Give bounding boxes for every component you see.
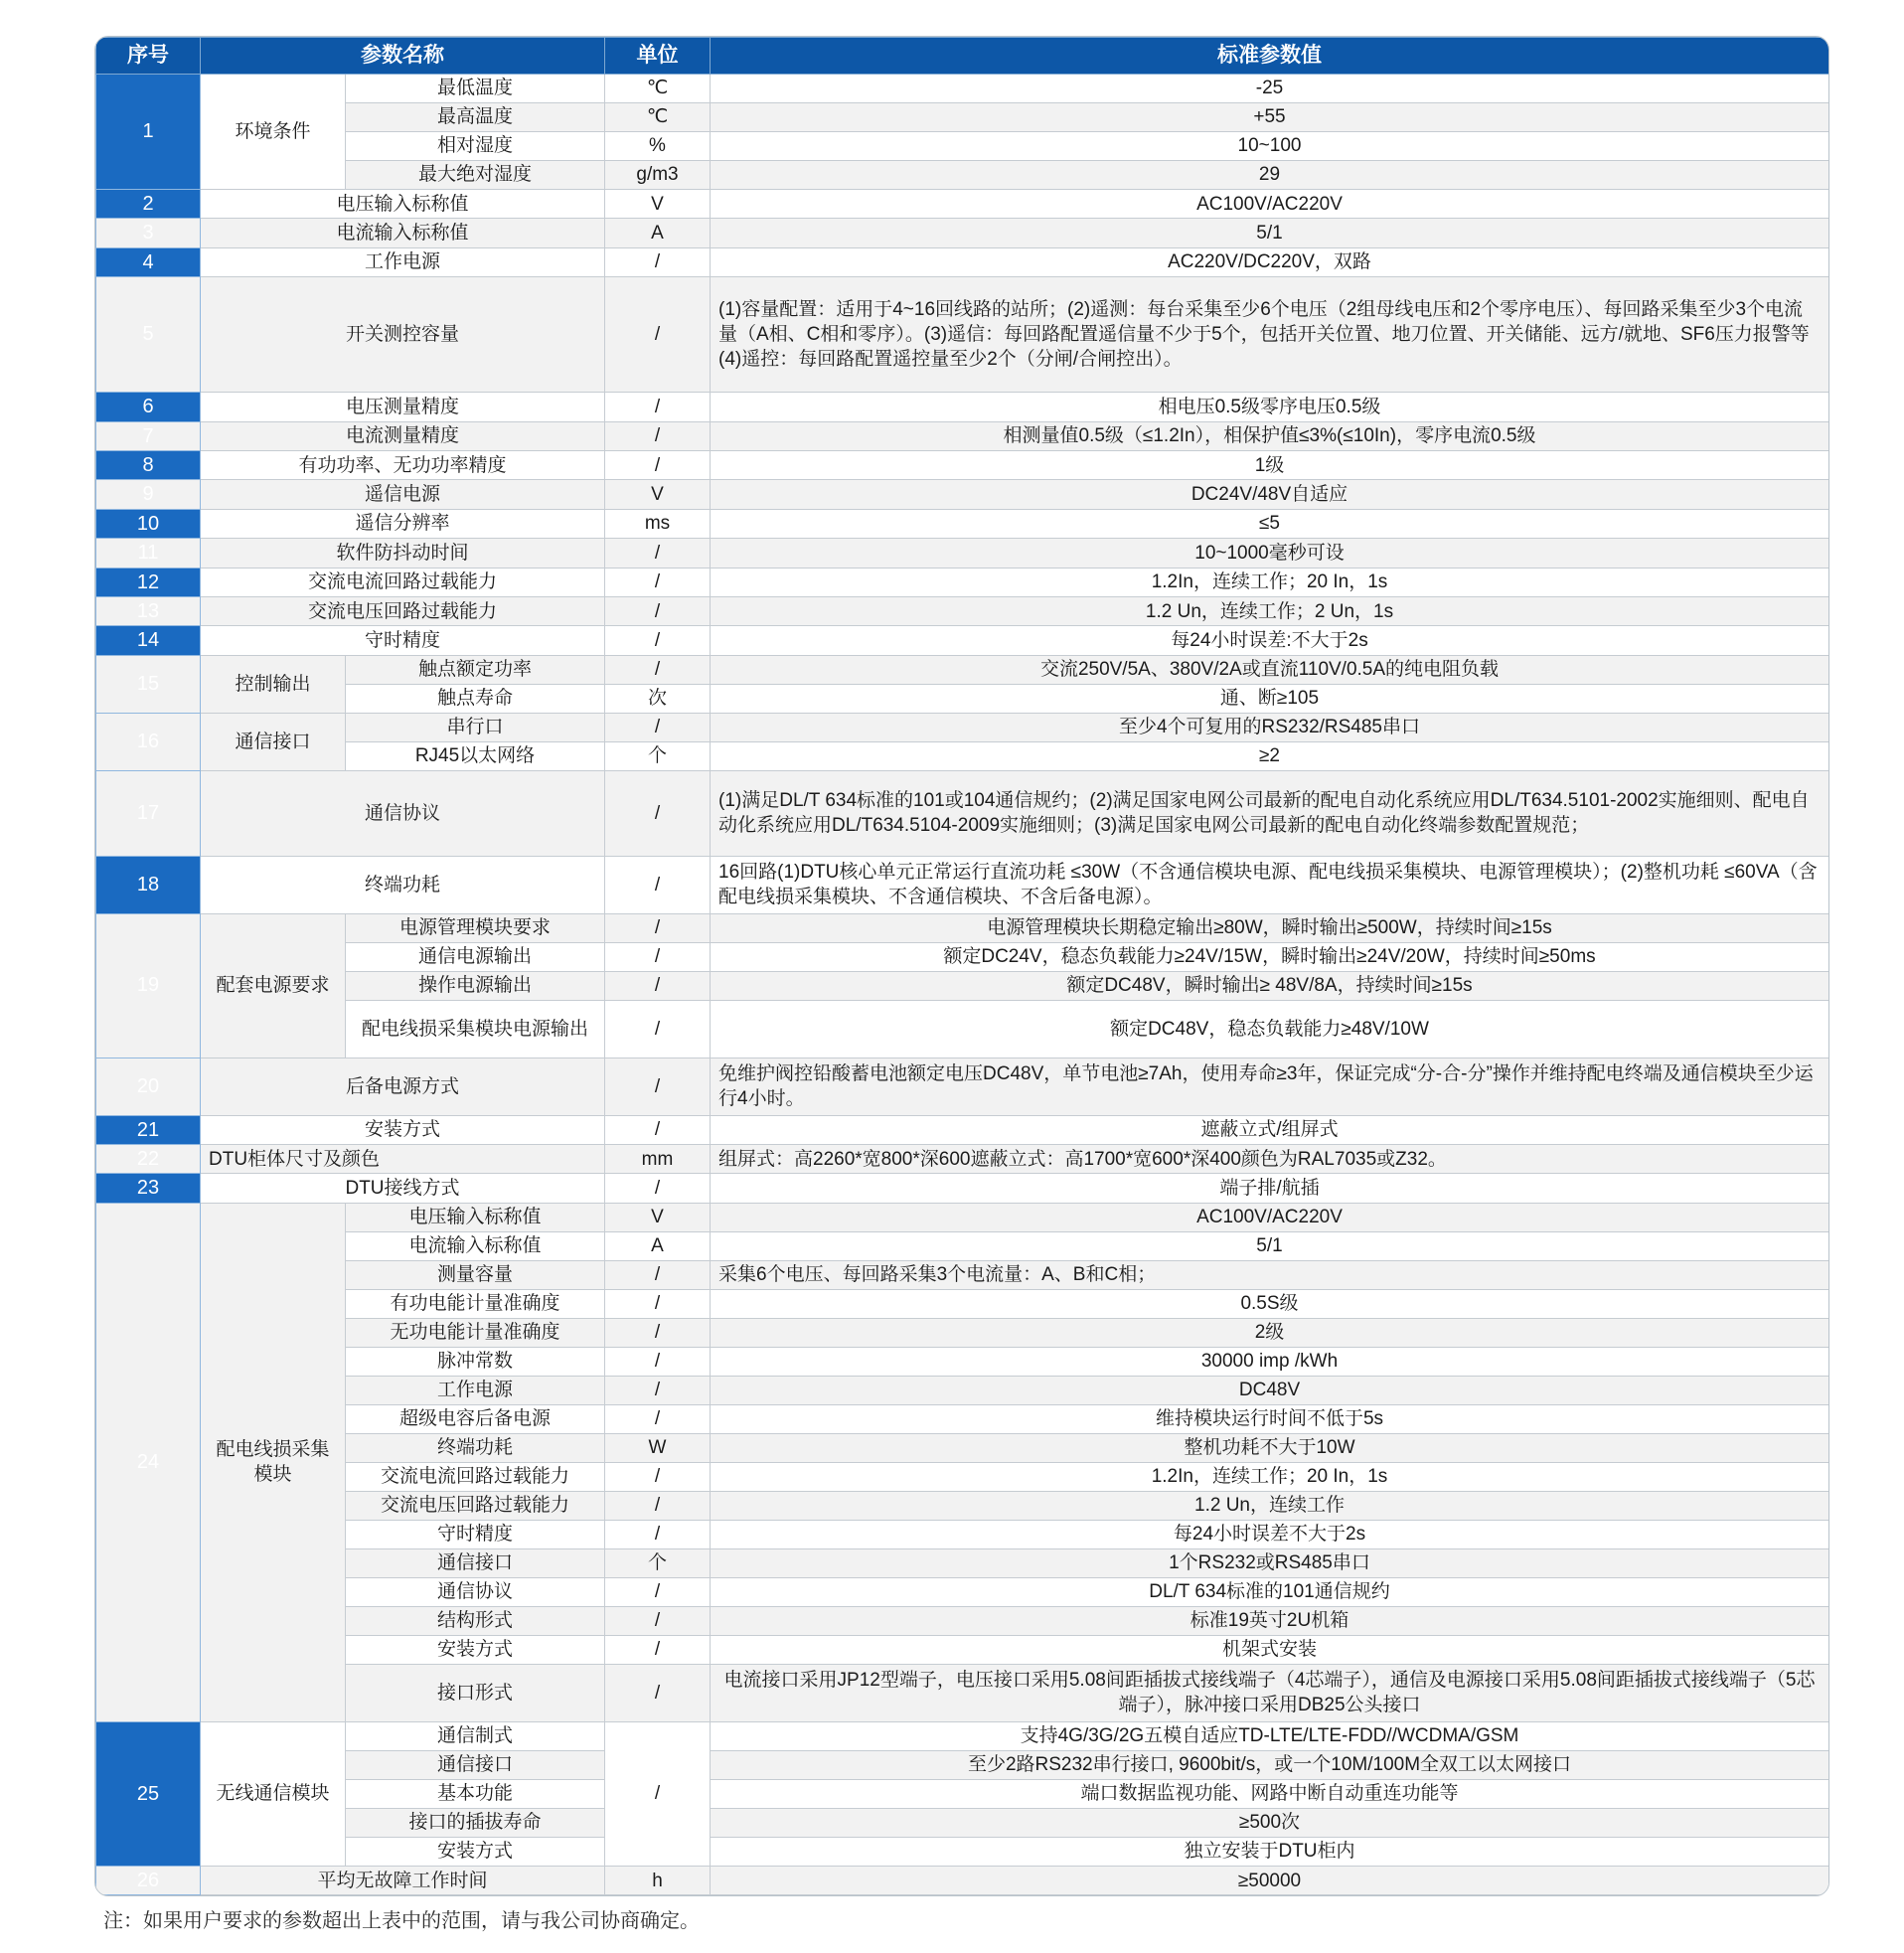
- param-value: DC24V/48V自适应: [711, 480, 1829, 509]
- row-number: 14: [96, 626, 201, 655]
- param-value: 额定DC24V，稳态负载能力≥24V/15W，瞬时输出≥24V/20W，持续时间≥50ms: [711, 942, 1829, 971]
- param-name: 配电线损采集模块电源输出: [346, 1000, 605, 1058]
- param-value: ≥2: [711, 741, 1829, 770]
- col-header-num: 序号: [96, 38, 201, 75]
- unit-value: /: [605, 942, 711, 971]
- param-value: 遮蔽立式/组屏式: [711, 1115, 1829, 1144]
- param-value: 5/1: [711, 1231, 1829, 1260]
- table-row: [96, 1577, 1829, 1606]
- row-number: 8: [96, 450, 201, 479]
- param-value: 16回路(1)DTU核心单元正常运行直流功耗 ≤30W（不含通信模块电源、配电线损采集模块、电源管理模块）；(2)整机功耗 ≤60VA（含配电线损采集模块、不含通信模块、不含后备电源）。: [711, 856, 1829, 913]
- row-number: 4: [96, 247, 201, 276]
- row-number: 20: [96, 1058, 201, 1115]
- table-row: [96, 1721, 1829, 1750]
- param-value: 每24小时误差不大于2s: [711, 1520, 1829, 1548]
- param-name: 安装方式: [346, 1837, 605, 1866]
- unit-value: /: [605, 856, 711, 913]
- param-name: RJ45以太网络: [346, 741, 605, 770]
- param-name: 电压输入标称值: [346, 1203, 605, 1231]
- table-row: [96, 190, 1829, 219]
- row-number: 5: [96, 277, 201, 393]
- unit-value: /: [605, 1000, 711, 1058]
- unit-value: /: [605, 247, 711, 276]
- unit-value: /: [605, 393, 711, 421]
- unit-value: /: [605, 1115, 711, 1144]
- row-number: 3: [96, 219, 201, 247]
- unit-value: h: [605, 1866, 711, 1894]
- param-value: -25: [711, 75, 1829, 103]
- param-name: 相对湿度: [346, 132, 605, 161]
- table-row: [96, 1866, 1829, 1894]
- param-value: 2级: [711, 1318, 1829, 1347]
- param-value: 1个RS232或RS485串口: [711, 1548, 1829, 1577]
- unit-value: /: [605, 596, 711, 625]
- row-number: 1: [96, 75, 201, 190]
- table-row: [96, 1491, 1829, 1520]
- table-row: [96, 1779, 1829, 1808]
- row-number: 19: [96, 913, 201, 1058]
- group-name: 通信接口: [201, 713, 346, 770]
- unit-value: /: [605, 913, 711, 942]
- unit-value: ms: [605, 509, 711, 538]
- param-name: 无功电能计量准确度: [346, 1318, 605, 1347]
- unit-value: /: [605, 1491, 711, 1520]
- unit-value: /: [605, 1058, 711, 1115]
- param-value: 交流250V/5A、380V/2A或直流110V/0.5A的纯电阻负载: [711, 655, 1829, 684]
- param-name: 基本功能: [346, 1779, 605, 1808]
- table-row: [96, 421, 1829, 450]
- table-row: [96, 393, 1829, 421]
- param-name: 交流电压回路过载能力: [201, 596, 605, 625]
- row-number: 22: [96, 1145, 201, 1174]
- table-row: [96, 1347, 1829, 1376]
- table-row: [96, 509, 1829, 538]
- param-value: 采集6个电压、每回路采集3个电流量：A、B和C相；: [711, 1260, 1829, 1289]
- table-row: [96, 1058, 1829, 1115]
- row-number: 15: [96, 655, 201, 713]
- param-value: 1级: [711, 450, 1829, 479]
- row-number: 18: [96, 856, 201, 913]
- param-value: ≥50000: [711, 1866, 1829, 1894]
- param-name: 开关测控容量: [201, 277, 605, 393]
- table-row: [96, 1462, 1829, 1491]
- header-row: [96, 38, 1829, 75]
- footnote: 注：如果用户要求的参数超出上表中的范围，请与我公司协商确定。: [103, 1910, 700, 1932]
- row-number: 10: [96, 509, 201, 538]
- table-row: [96, 1635, 1829, 1664]
- param-name: 超级电容后备电源: [346, 1404, 605, 1433]
- unit-value: /: [605, 450, 711, 479]
- unit-value: A: [605, 219, 711, 247]
- param-name: 操作电源输出: [346, 971, 605, 1000]
- unit-value: /: [605, 1635, 711, 1664]
- row-number: 6: [96, 393, 201, 421]
- param-value: 额定DC48V，稳态负载能力≥48V/10W: [711, 1000, 1829, 1058]
- unit-value: /: [605, 1606, 711, 1635]
- param-value: 1.2In，连续工作；20 In，1s: [711, 568, 1829, 596]
- param-name: 后备电源方式: [201, 1058, 605, 1115]
- col-header-unit: 单位: [605, 38, 711, 75]
- table-row: [96, 856, 1829, 913]
- param-name: 测量容量: [346, 1260, 605, 1289]
- param-name: 电源管理模块要求: [346, 913, 605, 942]
- unit-value: /: [605, 1376, 711, 1404]
- group-name: 环境条件: [201, 75, 346, 190]
- param-name: 平均无故障工作时间: [201, 1866, 605, 1894]
- unit-value: /: [605, 1721, 711, 1866]
- param-name: 电流测量精度: [201, 421, 605, 450]
- row-number: 7: [96, 421, 201, 450]
- param-value: 额定DC48V，瞬时输出≥ 48V/8A，持续时间≥15s: [711, 971, 1829, 1000]
- row-number: 24: [96, 1203, 201, 1721]
- unit-value: ℃: [605, 103, 711, 132]
- param-name: 守时精度: [346, 1520, 605, 1548]
- col-header-value: 标准参数值: [711, 38, 1829, 75]
- table-row: [96, 741, 1829, 770]
- param-value: 端口数据监视功能、网路中断自动重连功能等: [711, 1779, 1829, 1808]
- table-row: [96, 1750, 1829, 1779]
- group-name: 无线通信模块: [201, 1721, 346, 1866]
- param-value: 电流接口采用JP12型端子，电压接口采用5.08间距插拔式接线端子（4芯端子），通信及电源接口采用5.08间距插拔式接线端子（5芯端子），脉冲接口采用DB25公头接口: [711, 1664, 1829, 1721]
- param-value: 1.2In，连续工作；20 In，1s: [711, 1462, 1829, 1491]
- param-name: 电流输入标称值: [346, 1231, 605, 1260]
- unit-value: /: [605, 971, 711, 1000]
- param-name: DTU柜体尺寸及颜色: [201, 1145, 605, 1174]
- table-row: [96, 1260, 1829, 1289]
- table-row: [96, 1376, 1829, 1404]
- unit-value: W: [605, 1433, 711, 1462]
- param-value: 5/1: [711, 219, 1829, 247]
- param-value: 机架式安装: [711, 1635, 1829, 1664]
- param-name: 工作电源: [201, 247, 605, 276]
- row-number: 2: [96, 190, 201, 219]
- row-number: 12: [96, 568, 201, 596]
- table-row: [96, 132, 1829, 161]
- row-number: 13: [96, 596, 201, 625]
- spec-table: [95, 37, 1829, 1895]
- table-row: [96, 1231, 1829, 1260]
- param-value: 1.2 Un，连续工作: [711, 1491, 1829, 1520]
- param-name: 通信接口: [346, 1548, 605, 1577]
- table-row: [96, 539, 1829, 568]
- unit-value: 次: [605, 684, 711, 713]
- param-value: DC48V: [711, 1376, 1829, 1404]
- unit-value: %: [605, 132, 711, 161]
- unit-value: V: [605, 480, 711, 509]
- param-value: ≥500次: [711, 1808, 1829, 1837]
- param-value: 端子排/航插: [711, 1174, 1829, 1203]
- unit-value: /: [605, 1664, 711, 1721]
- param-name: 通信协议: [346, 1577, 605, 1606]
- table-row: [96, 1808, 1829, 1837]
- table-row: [96, 913, 1829, 942]
- param-name: 终端功耗: [346, 1433, 605, 1462]
- param-name: 结构形式: [346, 1606, 605, 1635]
- unit-value: /: [605, 626, 711, 655]
- unit-value: /: [605, 1462, 711, 1491]
- unit-value: /: [605, 1289, 711, 1318]
- param-value: (1)容量配置：适用于4~16回线路的站所；(2)遥测：每台采集至少6个电压（2组母线电压和2个零序电压）、每回路采集至少3个电流量（A相、C相和零序）。(3)遥信：每回路配置遥信量不少于5个，包括开关位置、地刀位置、开关储能、远方/就地、SF6压力报警等(4)遥控：每回路配置遥控量至少2个（分闸/合闸控出）。: [711, 277, 1829, 393]
- table-row: [96, 1404, 1829, 1433]
- row-number: 9: [96, 480, 201, 509]
- param-name: 最高温度: [346, 103, 605, 132]
- row-number: 25: [96, 1721, 201, 1866]
- param-value: 10~100: [711, 132, 1829, 161]
- param-value: 组屏式：高2260*宽800*深600遮蔽立式：高1700*宽600*深400颜色为RAL7035或Z32。: [711, 1145, 1829, 1174]
- unit-value: /: [605, 655, 711, 684]
- table-row: [96, 596, 1829, 625]
- param-name: 安装方式: [201, 1115, 605, 1144]
- table-row: [96, 1318, 1829, 1347]
- row-number: 16: [96, 713, 201, 770]
- unit-value: /: [605, 1260, 711, 1289]
- row-number: 21: [96, 1115, 201, 1144]
- param-value: 1.2 Un，连续工作；2 Un，1s: [711, 596, 1829, 625]
- param-value: AC100V/AC220V: [711, 190, 1829, 219]
- param-name: 接口的插拔寿命: [346, 1808, 605, 1837]
- unit-value: A: [605, 1231, 711, 1260]
- row-number: 17: [96, 770, 201, 856]
- spec-table-container: [94, 36, 1829, 1896]
- unit-value: /: [605, 1404, 711, 1433]
- unit-value: /: [605, 568, 711, 596]
- unit-value: /: [605, 1347, 711, 1376]
- table-row: [96, 1000, 1829, 1058]
- table-row: [96, 247, 1829, 276]
- param-name: 工作电源: [346, 1376, 605, 1404]
- table-row: [96, 655, 1829, 684]
- table-row: [96, 1174, 1829, 1203]
- table-row: [96, 1606, 1829, 1635]
- param-name: 通信接口: [346, 1750, 605, 1779]
- param-name: 通信电源输出: [346, 942, 605, 971]
- param-value: AC220V/DC220V，双路: [711, 247, 1829, 276]
- param-name: 遥信电源: [201, 480, 605, 509]
- param-name: 交流电流回路过载能力: [201, 568, 605, 596]
- table-row: [96, 942, 1829, 971]
- table-row: [96, 1520, 1829, 1548]
- param-value: 相电压0.5级零序电压0.5级: [711, 393, 1829, 421]
- table-row: [96, 1289, 1829, 1318]
- param-value: 免维护阀控铅酸蓄电池额定电压DC48V，单节电池≥7Ah，使用寿命≥3年，保证完成“分-合-分”操作并维持配电终端及通信模块至少运行4小时。: [711, 1058, 1829, 1115]
- param-value: AC100V/AC220V: [711, 1203, 1829, 1231]
- param-name: 有功电能计量准确度: [346, 1289, 605, 1318]
- unit-value: V: [605, 1203, 711, 1231]
- unit-value: 个: [605, 1548, 711, 1577]
- param-value: 至少4个可复用的RS232/RS485串口: [711, 713, 1829, 741]
- table-row: [96, 277, 1829, 393]
- param-name: 串行口: [346, 713, 605, 741]
- param-value: +55: [711, 103, 1829, 132]
- table-row: [96, 568, 1829, 596]
- param-name: 软件防抖动时间: [201, 539, 605, 568]
- param-name: 电压输入标称值: [201, 190, 605, 219]
- param-value: 维持模块运行时间不低于5s: [711, 1404, 1829, 1433]
- param-name: 交流电流回路过载能力: [346, 1462, 605, 1491]
- table-row: [96, 626, 1829, 655]
- table-row: [96, 161, 1829, 190]
- param-value: 支持4G/3G/2G五模自适应TD-LTE/LTE-FDD//WCDMA/GSM: [711, 1721, 1829, 1750]
- table-row: [96, 103, 1829, 132]
- param-name: 遥信分辨率: [201, 509, 605, 538]
- param-name: DTU接线方式: [201, 1174, 605, 1203]
- param-name: 终端功耗: [201, 856, 605, 913]
- col-header-name: 参数名称: [201, 38, 605, 75]
- param-name: 通信制式: [346, 1721, 605, 1750]
- param-name: 通信协议: [201, 770, 605, 856]
- param-name: 电流输入标称值: [201, 219, 605, 247]
- param-name: 安装方式: [346, 1635, 605, 1664]
- table-row: [96, 480, 1829, 509]
- param-value: 相测量值0.5级（≤1.2In），相保护值≤3%(≤10In)，零序电流0.5级: [711, 421, 1829, 450]
- unit-value: /: [605, 770, 711, 856]
- param-value: 至少2路RS232串行接口, 9600bit/s，或一个10M/100M全双工以太网接口: [711, 1750, 1829, 1779]
- param-value: 每24小时误差:不大于2s: [711, 626, 1829, 655]
- table-row: [96, 713, 1829, 741]
- param-value: 29: [711, 161, 1829, 190]
- param-name: 脉冲常数: [346, 1347, 605, 1376]
- param-name: 最低温度: [346, 75, 605, 103]
- unit-value: 个: [605, 741, 711, 770]
- row-number: 11: [96, 539, 201, 568]
- param-value: 通、断≥105: [711, 684, 1829, 713]
- unit-value: V: [605, 190, 711, 219]
- unit-value: /: [605, 1318, 711, 1347]
- table-row: [96, 1145, 1829, 1174]
- unit-value: /: [605, 277, 711, 393]
- table-row: [96, 770, 1829, 856]
- table-row: [96, 684, 1829, 713]
- table-row: [96, 1837, 1829, 1866]
- param-value: 整机功耗不大于10W: [711, 1433, 1829, 1462]
- unit-value: /: [605, 1174, 711, 1203]
- table-row: [96, 1115, 1829, 1144]
- table-row: [96, 219, 1829, 247]
- unit-value: /: [605, 713, 711, 741]
- param-value: (1)满足DL/T 634标准的101或104通信规约；(2)满足国家电网公司最新的配电自动化系统应用DL/T634.5101-2002实施细则、配电自动化系统应用DL/T634.5104-2009实施细则；(3)满足国家电网公司最新的配电自动化终端参数配置规范；: [711, 770, 1829, 856]
- param-name: 电压测量精度: [201, 393, 605, 421]
- param-name: 守时精度: [201, 626, 605, 655]
- row-number: 26: [96, 1866, 201, 1894]
- table-row: [96, 1548, 1829, 1577]
- param-value: 30000 imp /kWh: [711, 1347, 1829, 1376]
- unit-value: /: [605, 421, 711, 450]
- unit-value: ℃: [605, 75, 711, 103]
- param-value: ≤5: [711, 509, 1829, 538]
- unit-value: g/m3: [605, 161, 711, 190]
- param-name: 交流电压回路过载能力: [346, 1491, 605, 1520]
- unit-value: mm: [605, 1145, 711, 1174]
- table-row: [96, 450, 1829, 479]
- table-row: [96, 75, 1829, 103]
- table-row: [96, 1433, 1829, 1462]
- param-name: 触点寿命: [346, 684, 605, 713]
- table-row: [96, 1203, 1829, 1231]
- unit-value: /: [605, 1520, 711, 1548]
- param-value: 标准19英寸2U机箱: [711, 1606, 1829, 1635]
- param-name: 接口形式: [346, 1664, 605, 1721]
- param-value: DL/T 634标准的101通信规约: [711, 1577, 1829, 1606]
- param-name: 最大绝对湿度: [346, 161, 605, 190]
- param-name: 有功功率、无功功率精度: [201, 450, 605, 479]
- row-number: 23: [96, 1174, 201, 1203]
- table-row: [96, 971, 1829, 1000]
- unit-value: /: [605, 1577, 711, 1606]
- group-name: 控制输出: [201, 655, 346, 713]
- param-value: 10~1000毫秒可设: [711, 539, 1829, 568]
- table-row: [96, 1664, 1829, 1721]
- param-value: 独立安装于DTU柜内: [711, 1837, 1829, 1866]
- unit-value: /: [605, 539, 711, 568]
- param-value: 0.5S级: [711, 1289, 1829, 1318]
- param-name: 触点额定功率: [346, 655, 605, 684]
- param-value: 电源管理模块长期稳定输出≥80W，瞬时输出≥500W，持续时间≥15s: [711, 913, 1829, 942]
- group-name: 配电线损采集模块: [201, 1203, 346, 1721]
- group-name: 配套电源要求: [201, 913, 346, 1058]
